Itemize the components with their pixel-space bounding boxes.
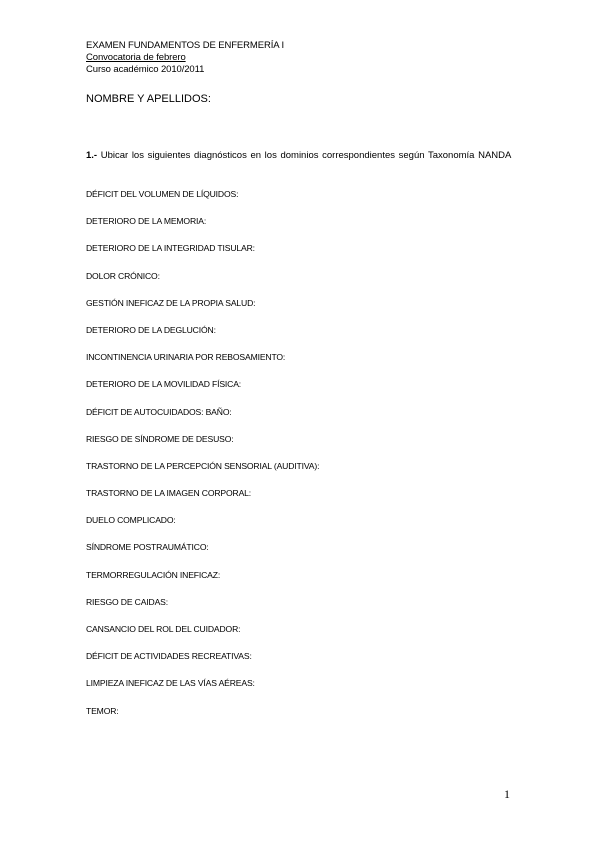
diagnosis-item: TEMOR:: [86, 705, 119, 716]
student-name-label: NOMBRE Y APELLIDOS:: [86, 93, 211, 105]
diagnosis-list: [86, 188, 319, 732]
diagnosis-item: DETERIORO DE LA INTEGRIDAD TISULAR:: [86, 243, 255, 254]
diagnosis-item: DOLOR CRÓNICO:: [86, 270, 160, 281]
academic-year: Curso académico 2010/2011: [86, 64, 205, 75]
exam-title: EXAMEN FUNDAMENTOS DE ENFERMERÍA I: [86, 40, 285, 51]
diagnosis-item: INCONTINENCIA URINARIA POR REBOSAMIENTO:: [86, 352, 286, 363]
diagnosis-item: TERMORREGULACIÓN INEFICAZ:: [86, 569, 221, 580]
diagnosis-item: DÉFICIT DE ACTIVIDADES RECREATIVAS:: [86, 651, 252, 662]
diagnosis-item: DETERIORO DE LA MOVILIDAD FÍSICA:: [86, 379, 242, 390]
diagnosis-item: CANSANCIO DEL ROL DEL CUIDADOR:: [86, 624, 241, 634]
diagnosis-item: DETERIORO DE LA DEGLUCIÓN:: [86, 324, 216, 335]
diagnosis-item: RIESGO DE SÍNDROME DE DESUSO:: [86, 433, 234, 444]
diagnosis-item: DÉFICIT DE AUTOCUIDADOS: BAÑO:: [86, 406, 232, 417]
diagnosis-item: RIESGO DE CAIDAS:: [86, 596, 168, 607]
diagnosis-item: TRASTORNO DE LA PERCEPCIÓN SENSORIAL (AUDITIVA):: [86, 460, 320, 471]
question-number: 1.-: [86, 150, 98, 161]
question-1: [86, 150, 516, 162]
diagnosis-item: TRASTORNO DE LA IMAGEN CORPORAL:: [86, 488, 252, 499]
diagnosis-item: SÍNDROME POSTRAUMÁTICO:: [86, 542, 209, 553]
diagnosis-item: DUELO COMPLICADO:: [86, 515, 176, 526]
question-text: Ubicar los siguientes diagnósticos en los dominios correspondientes según Taxonomía NANDA: [100, 150, 512, 161]
page-number: 1: [504, 787, 510, 801]
diagnosis-item: DETERIORO DE LA MEMORIA:: [86, 216, 207, 227]
diagnosis-item: DÉFICIT DEL VOLUMEN DE LÍQUIDOS:: [86, 189, 239, 199]
diagnosis-item: GESTIÓN INEFICAZ DE LA PROPIA SALUD:: [86, 297, 256, 308]
diagnosis-item: LIMPIEZA INEFICAZ DE LAS VÍAS AÉREAS:: [86, 678, 255, 689]
exam-session: Convocatoria de febrero: [86, 52, 186, 63]
